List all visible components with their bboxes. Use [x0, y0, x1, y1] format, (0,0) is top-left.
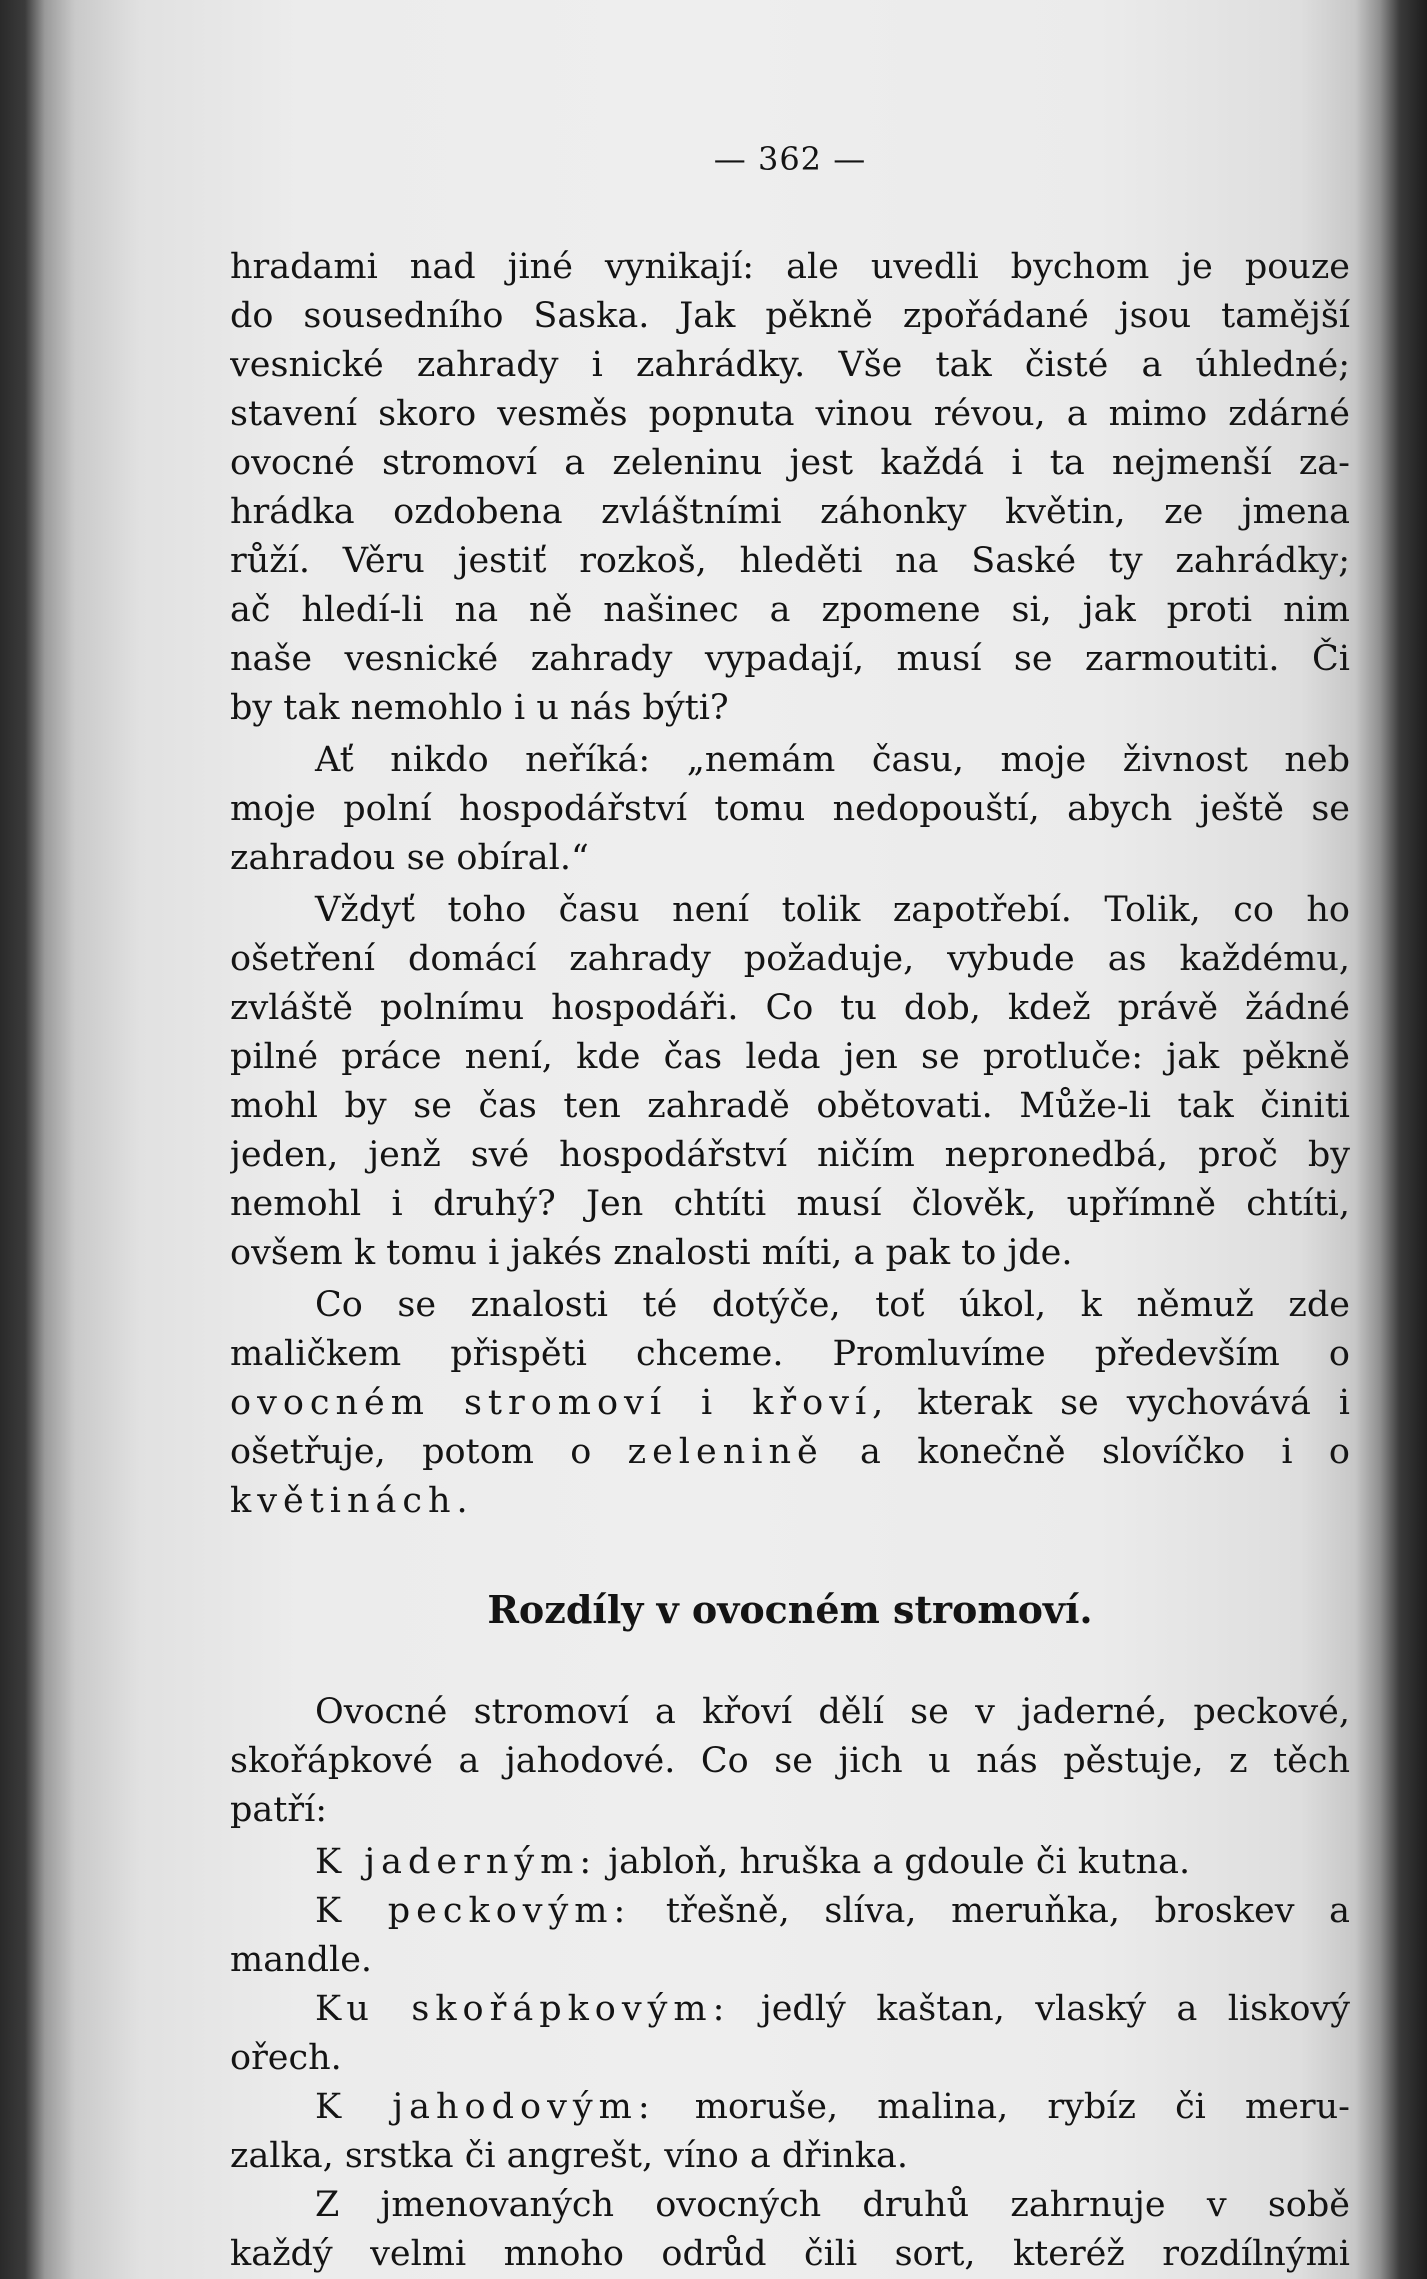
text-line: ač hledí-li na ně našinec a zpomene si, jak proti nim [230, 590, 1350, 630]
page-number: — 362 — [713, 140, 867, 178]
list-label: K jahodovým: [315, 2087, 656, 2127]
text-line: zahradou se obíral.“ [230, 838, 589, 878]
text-line: pilné práce není, kde čas leda jen se protluče: jak pěkně [230, 1037, 1350, 1077]
book-page [230, 120, 1350, 2274]
text-line: ovocné stromoví a zeleninu jest každá i ta nejmenší za- [230, 443, 1350, 483]
text-line: moje polní hospodářství tomu nedopouští, abych ještě se [230, 789, 1350, 829]
list-label: K peckovým: [315, 1891, 632, 1931]
list-text: moruše, malina, rybíz či meru- [655, 2087, 1350, 2127]
text-line: hrádka ozdobena zvláštními záhonky květin, ze jmena [230, 492, 1350, 532]
text-run: a konečně slovíčko i o [823, 1432, 1350, 1472]
list-text: jabloň, hruška a gdoule či kutna. [597, 1842, 1191, 1882]
text-line: patří: [230, 1790, 328, 1830]
spaced-emphasis: květinách. [230, 1481, 474, 1521]
text-line: nemohl i druhý? Jen chtíti musí člověk, upřímně chtíti, [230, 1184, 1350, 1224]
text-line: ovšem k tomu i jakés znalosti míti, a pak to jde. [230, 1233, 1073, 1273]
text-line: zalka, srstka či angrešt, víno a dřinka. [230, 2136, 908, 2176]
text-line: každý velmi mnoho odrůd čili sort, kteréž rozdílnými [230, 2234, 1350, 2274]
list-label: Ku skořápkovým: [315, 1989, 731, 2029]
text-line: Z jmenovaných ovocných druhů zahrnuje v sobě [315, 2185, 1350, 2225]
text-line: mandle. [230, 1940, 373, 1980]
text-line: hradami nad jiné vynikají: ale uvedli bychom je pouze [230, 247, 1350, 287]
text-line: do sousedního Saska. Jak pěkně zpořádané jsou tamější [230, 296, 1350, 336]
text-line: maličkem přispěti chceme. Promluvíme především o [230, 1334, 1350, 1374]
text-line: Co se znalosti té dotýče, toť úkol, k němuž zde [315, 1285, 1350, 1325]
text-line [230, 1430, 1350, 1476]
text-line: Vždyť toho času není tolik zapotřebí. Tolik, co ho [315, 890, 1350, 930]
list-text: jedlý kaštan, vlaský a liskový [730, 1989, 1350, 2029]
section-heading: Rozdíly v ovocném stromoví. [487, 1587, 1093, 1632]
list-item [230, 1840, 1350, 1886]
text-line [230, 1381, 1350, 1427]
list-label: K jaderným: [315, 1842, 598, 1882]
text-line: naše vesnické zahrady vypadají, musí se zarmoutiti. Či [230, 639, 1350, 679]
list-text: třešně, slíva, meruňka, broskev a [631, 1891, 1350, 1931]
text-line: zvláště polnímu hospodáři. Co tu dob, kdež právě žádné [230, 988, 1350, 1028]
text-line: vesnické zahrady i zahrádky. Vše tak čisté a úhledné; [230, 345, 1350, 385]
text-line: růží. Věru jestiť rozkoš, hleděti na Saské ty zahrádky; [230, 541, 1350, 581]
spaced-emphasis: ovocném stromoví i křoví, [230, 1383, 890, 1423]
text-line: Ať nikdo neříká: „nemám času, moje živnost neb [315, 740, 1350, 780]
text-line: mohl by se čas ten zahradě obětovati. Může-li tak činiti [230, 1086, 1350, 1126]
text-line: jeden, jenž své hospodářství ničím nepronedbá, proč by [230, 1135, 1350, 1175]
text-line: by tak nemohlo i u nás býti? [230, 688, 729, 728]
text-line [230, 1479, 1350, 1525]
list-item [230, 2085, 1350, 2131]
text-line: stavení skoro vesměs popnuta vinou révou, a mimo zdárné [230, 394, 1350, 434]
text-line: ořech. [230, 2038, 342, 2078]
text-run: kterak se vychovává i [889, 1383, 1350, 1423]
text-run: ošetřuje, potom o [230, 1432, 628, 1472]
list-item [230, 1889, 1350, 1935]
spaced-emphasis: zelenině [627, 1432, 824, 1472]
list-item [230, 1987, 1350, 2033]
text-line: skořápkové a jahodové. Co se jich u nás pěstuje, z těch [230, 1741, 1350, 1781]
text-line: ošetření domácí zahrady požaduje, vybude as každému, [230, 939, 1350, 979]
text-line: Ovocné stromoví a křoví dělí se v jaderné, peckové, [315, 1692, 1350, 1732]
